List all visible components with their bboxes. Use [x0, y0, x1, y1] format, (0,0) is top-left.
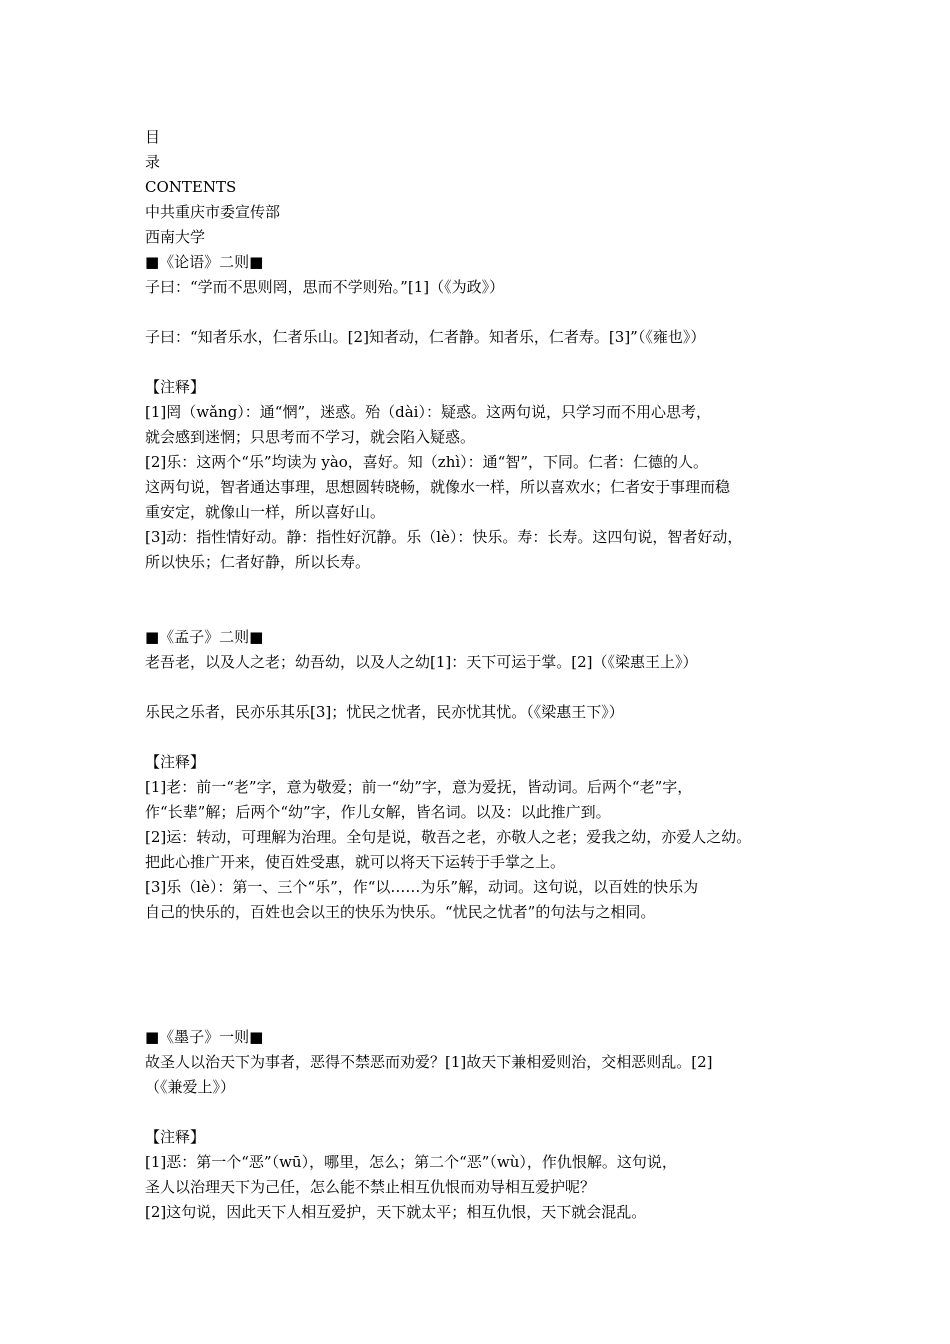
toc-char-lu: 录 [145, 153, 161, 171]
section-title: ■《论语》二则■ [145, 253, 264, 271]
classic-text: 子曰：“学而不思则罔，思而不学则殆。”[1]（《为政》） [145, 278, 505, 296]
note-line: 自己的快乐的，百姓也会以王的快乐为快乐。“忧民之忧者”的句法与之相同。 [145, 903, 656, 921]
note-line: [1]老：前一“老”字，意为敬爱；前一“幼”字，意为爱抚，皆动词。后两个“老”字， [145, 778, 693, 796]
note-line: [2]乐：这两个“乐”均读为 yào，喜好。知（zhì）：通“智”，下同。仁者：仁德的人。 [145, 453, 709, 471]
document-page [145, 125, 825, 1225]
toc-char-mu: 目 [145, 128, 161, 146]
org-southwest-university: 西南大学 [145, 228, 206, 246]
section-title: ■《孟子》二则■ [145, 628, 264, 646]
section-lunyu [145, 250, 825, 575]
org-publicity-dept: 中共重庆市委宣传部 [145, 203, 281, 221]
section-mozi [145, 1025, 825, 1225]
notes-heading: 【注释】 [145, 378, 206, 396]
notes-heading: 【注释】 [145, 1128, 206, 1146]
note-line: 圣人以治理天下为己任，怎么能不禁止相互仇恨而劝导相互爱护呢？ [145, 1178, 596, 1196]
note-line: [1]罔（wǎng）：通“惘”，迷惑。殆（dài）：疑惑。这两句说，只学习而不用心思考， [145, 403, 711, 421]
note-line: [2]这句说，因此天下人相互爱护，天下就太平；相互仇恨，天下就会混乱。 [145, 1203, 647, 1221]
notes-heading: 【注释】 [145, 753, 206, 771]
classic-text: （《兼爱上》） [145, 1078, 236, 1096]
section-mengzi [145, 625, 825, 925]
note-line: 重安定，就像山一样，所以喜好山。 [145, 503, 386, 521]
classic-text: 子曰：“知者乐水，仁者乐山。[2]知者动，仁者静。知者乐，仁者寿。[3]”（《雍也》） [145, 328, 706, 346]
contents-label: CONTENTS [145, 178, 237, 196]
classic-text: 乐民之乐者，民亦乐其乐[3]；忧民之忧者，民亦忧其忧。（《梁惠王下》） [145, 703, 624, 721]
note-line: 就会感到迷惘；只思考而不学习，就会陷入疑惑。 [145, 428, 476, 446]
classic-text: 老吾老，以及人之老；幼吾幼，以及人之幼[1]：天下可运于掌。[2]（《梁惠王上》） [145, 653, 698, 671]
note-line: [3]动：指性情好动。静：指性好沉静。乐（lè）：快乐。寿：长寿。这四句说，智者好动， [145, 528, 743, 546]
note-line: [2]运：转动，可理解为治理。全句是说，敬吾之老，亦敬人之老；爱我之幼，亦爱人之幼。 [145, 828, 752, 846]
classic-text: 故圣人以治天下为事者，恶得不禁恶而劝爱？[1]故天下兼相爱则治，交相恶则乱。[2] [145, 1053, 713, 1071]
note-line: 作“长辈”解；后两个“幼”字，作儿女解，皆名词。以及：以此推广到。 [145, 803, 611, 821]
note-line: 这两句说，智者通达事理，思想圆转晓畅，就像水一样，所以喜欢水；仁者安于事理而稳 [145, 478, 731, 496]
note-line: 所以快乐；仁者好静，所以长寿。 [145, 553, 371, 571]
note-line: 把此心推广开来，使百姓受惠，就可以将天下运转于手掌之上。 [145, 853, 566, 871]
section-title: ■《墨子》一则■ [145, 1028, 264, 1046]
note-line: [3]乐（lè）：第一、三个“乐”，作“以……为乐”解，动词。这句说，以百姓的快乐为 [145, 878, 699, 896]
note-line: [1]恶：第一个“恶”（wū），哪里，怎么；第二个“恶”（wù），作仇恨解。这句说， [145, 1153, 677, 1171]
